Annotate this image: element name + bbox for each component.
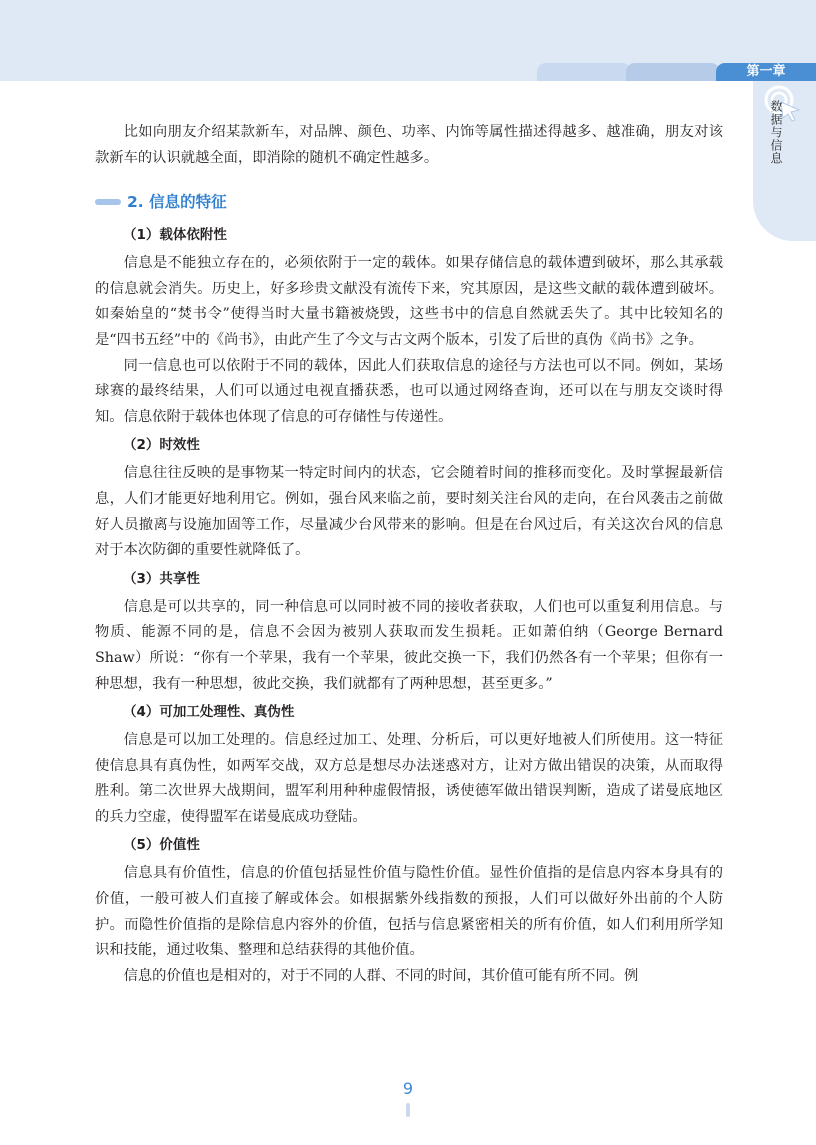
paragraph: 信息具有价值性，信息的价值包括显性价值与隐性价值。显性价值指的是信息内容本身具有的价值，一般可被人们直接了解或体会。如根据紫外线指数的预报，人们可以做好外出前的个人防护。而隐性价值指的是除信息内容外的价值，包括与信息紧密相关的所有价值，如人们利用所学知识和技能，通过收集、整理和总结获得的其他价值。: [95, 865, 723, 959]
section-bar-icon: [95, 199, 121, 205]
page-number: 9: [402, 1079, 414, 1098]
paragraph: 信息是可以加工处理的。信息经过加工、处理、分析后，可以更好地被人们所使用。这一特征使信息具有真伪性，如两军交战，双方总是想尽办法迷惑对方，让对方做出错误的决策，从而取得胜利。第二次世界大战期间，盟军利用种种虚假情报，诱使德军做出错误判断，造成了诺曼底地区的兵力空虚，使得盟军在诺曼底成功登陆。: [95, 732, 723, 825]
intro-paragraph: 比如向朋友介绍某款新车，对品牌、颜色、功率、内饰等属性描述得越多、越准确，朋友对该款新车的认识就越全面，即消除的随机不确定性越多。: [95, 124, 723, 166]
subsection-title-1: （1）载体依附性: [123, 227, 227, 244]
paragraph: 信息是不能独立存在的，必须依附于一定的载体。如果存储信息的载体遭到破坏，那么其承载的信息就会消失。历史上，好多珍贵文献没有流传下来，究其原因，是这些文献的载体遭到破坏。如秦始皇的“焚书令”使得当时大量书籍被烧毁，这些书中的信息自然就丢失了。其中比较知名的是“四书五经”中的《尚书》，由此产生了今文与古文两个版本，引发了后世的真伪《尚书》之争。: [95, 255, 723, 348]
subsection-title-5: （5）价值性: [123, 837, 200, 854]
subsection-title-4: （4）可加工处理性、真伪性: [123, 704, 295, 721]
paragraph: 信息的价值也是相对的，对于不同的人群、不同的时间，其价值可能有所不同。例: [123, 967, 639, 984]
section-title-text: 2. 信息的特征: [127, 193, 227, 212]
main-content: [95, 120, 723, 989]
page-number-bar: [406, 1103, 410, 1117]
paragraph: 信息往往反映的是事物某一特定时间内的状态，它会随着时间的推移而变化。及时掌握最新信息，人们才能更好地利用它。例如，强台风来临之前，要时刻关注台风的走向，在台风袭击之前做好人员撤离与设施加固等工作，尽量减少台风带来的影响。但是在台风过后，有关这次台风的信息对于本次防御的重要性就降低了。: [95, 465, 723, 559]
paragraph: 同一信息也可以依附于不同的载体，因此人们获取信息的途径与方法也可以不同。例如，某场球赛的最终结果，人们可以通过电视直播获悉，也可以通过网络查询，还可以在与朋友交谈时得知。信息依附于载体也体现了信息的可存储性与传递性。: [95, 357, 723, 425]
side-label: 数据与信息: [769, 100, 783, 165]
chapter-tab-middle: [626, 63, 720, 81]
subsection-title-2: （2）时效性: [123, 437, 200, 454]
chapter-tab: 第一章: [716, 63, 816, 81]
section-title: [95, 189, 723, 215]
chapter-tab-left: [537, 63, 631, 81]
paragraph: 信息是可以共享的，同一种信息可以同时被不同的接收者获取，人们也可以重复利用信息。与物质、能源不同的是，信息不会因为被别人获取而发生损耗。正如萧伯纳（George Bernard Shaw）所说：“你有一个苹果，我有一个苹果，彼此交换一下，我们仍然各有一个苹果；但你有一种思想，我有一种思想，彼此交换，我们就都有了两种思想，甚至更多。”: [95, 598, 723, 692]
subsection-title-3: （3）共享性: [123, 570, 200, 587]
